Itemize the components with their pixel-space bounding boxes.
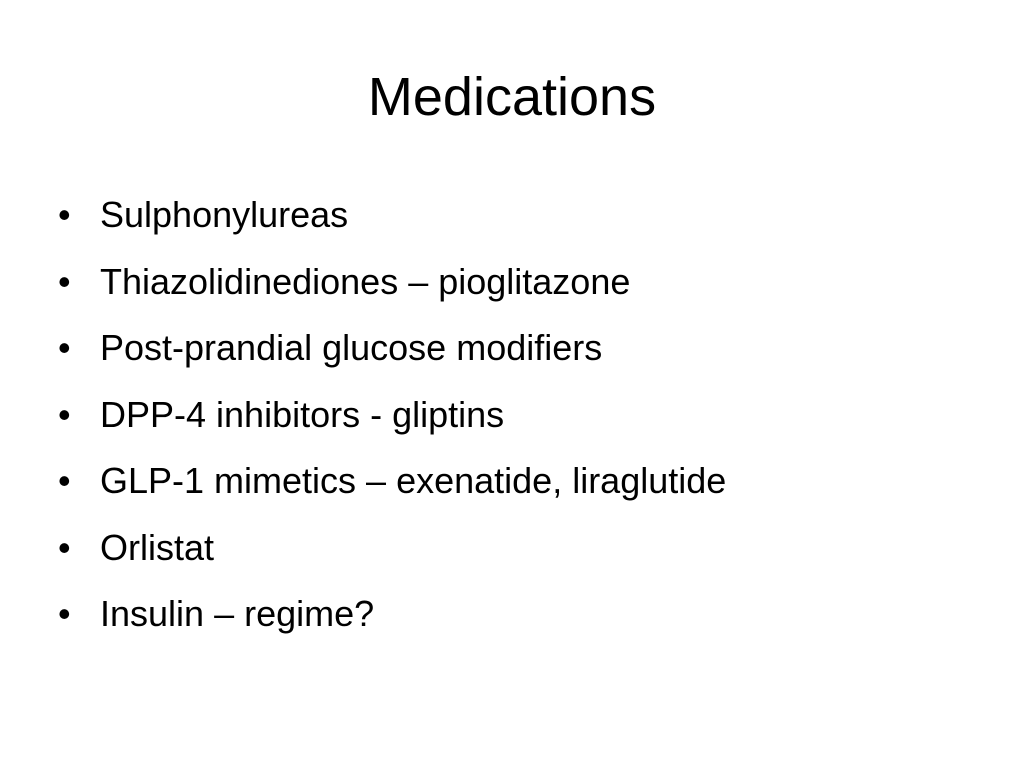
- bullet-dot-icon: •: [58, 260, 71, 302]
- bullet-item: [58, 254, 978, 321]
- bullet-text: Orlistat: [100, 526, 215, 568]
- bullet-dot-icon: •: [58, 593, 71, 634]
- bullet-text: Post-prandial glucose modifiers: [100, 327, 603, 368]
- bullet-dot-icon: •: [58, 393, 71, 435]
- bullet-dot-icon: •: [58, 194, 71, 235]
- bullet-text: Sulphonylureas: [100, 194, 349, 235]
- bullet-dot-icon: •: [58, 327, 71, 368]
- bullet-list: [58, 187, 978, 653]
- bullet-text: DPP-4 inhibitors - gliptins: [100, 393, 505, 435]
- bullet-item: [58, 320, 978, 387]
- bullet-item: [58, 586, 978, 653]
- bullet-item: [58, 453, 978, 520]
- bullet-text: Thiazolidinediones – pioglitazone: [100, 260, 631, 302]
- bullet-item: [58, 387, 978, 454]
- slide-title: Medications: [367, 67, 657, 127]
- bullet-text: GLP-1 mimetics – exenatide, liraglutide: [100, 460, 727, 501]
- bullet-item: [58, 187, 978, 254]
- bullet-dot-icon: •: [58, 526, 71, 568]
- bullet-dot-icon: •: [58, 460, 71, 501]
- bullet-item: [58, 520, 978, 587]
- bullet-text: Insulin – regime?: [100, 593, 375, 634]
